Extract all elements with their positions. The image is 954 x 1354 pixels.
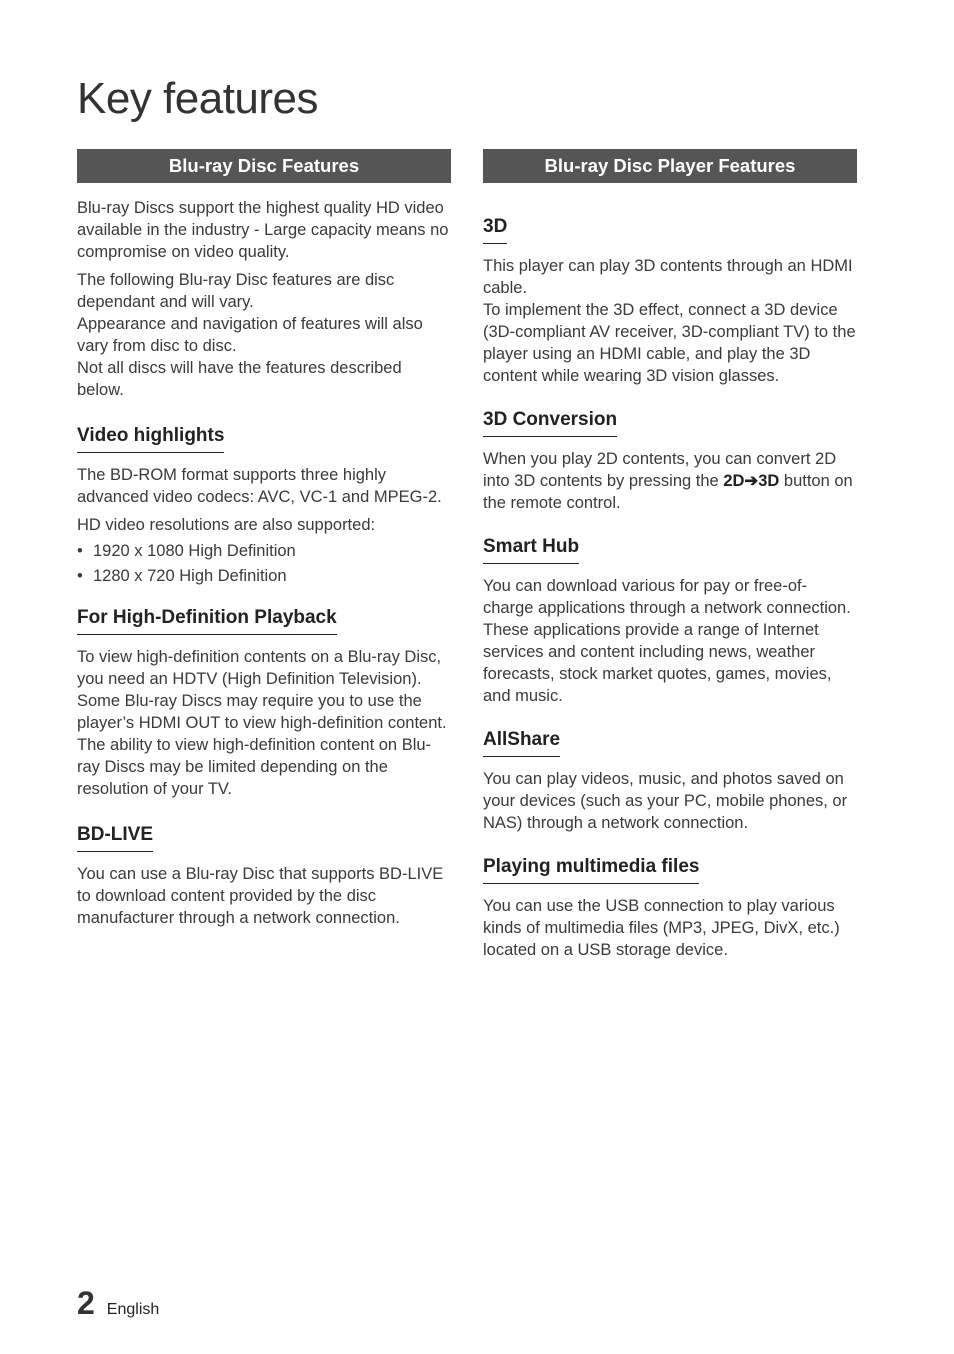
3d-paragraph-2: To implement the 3D effect, connect a 3D device (3D-compliant AV receiver, 3D-compliant TV) to the player using an HDMI cable, and play the 3D content while wearing 3D vision glasses.	[483, 301, 856, 385]
conversion-text-before: When you play 2D contents, you can convert 2D into 3D contents by pressing the	[483, 450, 837, 490]
hd-paragraph: To view high-definition contents on a Blu-ray Disc, you need an HDTV (High Definition Television). Some Blu-ray Discs may require you to use the player’s HDMI OUT to view high-definition content. The ability to view high-definition content on Blu-ray Discs may be limited depending on the resolution of your TV.	[77, 648, 447, 798]
footer-language: English	[106, 1301, 160, 1318]
2d-3d-button-label: 2D➔3D	[723, 472, 780, 490]
conversion-text-after: button on the remote control.	[483, 472, 853, 512]
video-paragraph-2: HD video resolutions are also supported:	[77, 516, 376, 534]
multimedia-paragraph: You can use the USB connection to play various kinds of multimedia files (MP3, JPEG, DivX, etc.) located on a USB storage device.	[483, 897, 840, 959]
list-item: • 1920 x 1080 High Definition	[77, 540, 451, 562]
heading-video-highlights: Video highlights	[77, 424, 224, 453]
heading-allshare: AllShare	[483, 728, 560, 757]
resolution-list	[77, 540, 451, 587]
heading-hd-playback: For High-Definition Playback	[77, 606, 337, 635]
section-banner-disc-features: Blu-ray Disc Features	[77, 149, 451, 183]
heading-multimedia: Playing multimedia files	[483, 855, 699, 884]
smart-hub-paragraph: You can download various for pay or free-of-charge applications through a network connection. These applications provide a range of Internet services and content including news, weather forecasts, stock market quotes, games, movies, and music.	[483, 577, 851, 705]
intro-paragraph: Blu-ray Discs support the highest quality HD video available in the industry - Large capacity means no compromise on video quality.	[77, 199, 449, 261]
right-column	[483, 149, 857, 961]
heading-smart-hub: Smart Hub	[483, 535, 579, 564]
allshare-paragraph: You can play videos, music, and photos saved on your devices (such as your PC, mobile phones, or NAS) through a network connection.	[483, 770, 848, 832]
3d-paragraph-1: This player can play 3D contents through an HDMI cable.	[483, 257, 853, 297]
page-title: Key features	[77, 74, 319, 123]
list-item: • 1280 x 720 High Definition	[77, 565, 451, 587]
intro-note-1: The following Blu-ray Disc features are disc dependant and will vary.	[77, 271, 395, 311]
video-paragraph-1: The BD-ROM format supports three highly advanced video codecs: AVC, VC-1 and MPEG-2.	[77, 466, 442, 506]
bd-live-paragraph: You can use a Blu-ray Disc that supports BD-LIVE to download content provided by the disc manufacturer through a network connection.	[77, 865, 444, 927]
heading-bd-live: BD-LIVE	[77, 823, 153, 852]
intro-note-2: Appearance and navigation of features will also vary from disc to disc.	[77, 315, 423, 355]
page-footer	[77, 1285, 159, 1322]
heading-3d: 3D	[483, 215, 507, 244]
3d-conversion-paragraph	[483, 448, 857, 514]
heading-3d-conversion: 3D Conversion	[483, 408, 617, 437]
section-banner-player-features: Blu-ray Disc Player Features	[483, 149, 857, 183]
intro-note-3: Not all discs will have the features described below.	[77, 359, 402, 399]
left-column	[77, 149, 451, 929]
page-number: 2	[77, 1285, 95, 1321]
